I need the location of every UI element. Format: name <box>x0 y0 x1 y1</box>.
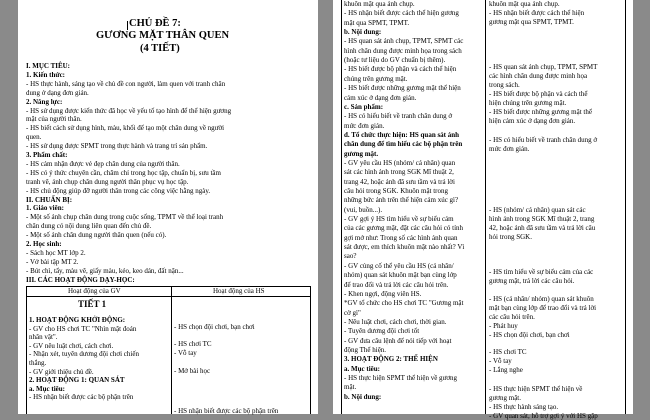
right-gv-line: - GV củng cố thể yêu cầu HS (cá nhân/ <box>344 261 454 270</box>
right-gv-line: mặt. <box>344 383 357 392</box>
left-hs-line: - Vỗ tay <box>174 349 197 357</box>
right-gv-line: chân dung để tìm hiểu các bộ phận trên <box>344 140 463 149</box>
left-hs-line: - HS nhận biết được các bộ phận trên <box>174 407 279 415</box>
right-gv-line: để trao đổi và trả lời các câu hỏi trên. <box>344 280 449 289</box>
table-column-divider <box>171 286 172 414</box>
table-border-right <box>310 286 311 414</box>
right-gv-line: gợi mở như: Trong số các hình ảnh quan <box>344 233 458 242</box>
left-lines-line: chân dung có nội dung liên quan đến chủ đề. <box>26 222 152 231</box>
left-gv-line: a. Mục tiêu: <box>29 384 65 393</box>
right-hs-line: - HS (nhóm/ cá nhân) quan sát các <box>489 206 586 214</box>
right-hs-line: - HS biết được bộ phận và cách thể <box>489 90 588 98</box>
right-gv-line: c. Sản phẩm: <box>344 102 384 111</box>
table-border-right <box>625 0 626 414</box>
right-hs-line: gương mặt, trả lời các câu hỏi. <box>489 277 575 285</box>
left-hs-line: - HS chọn đội chơi, bạn chơi <box>174 323 255 331</box>
right-gv-line: - HS thực hiện SPMT thể hiện về gương <box>344 374 458 382</box>
left-hs-line: - Mở bài học <box>174 367 211 375</box>
right-hs-line: - HS nhận biết được cách thể hiện <box>489 9 585 17</box>
left-lines-line: II. CHUẨN BỊ: <box>26 195 73 204</box>
right-hs-line: - HS có hiểu biết về tranh chân dung ở <box>489 136 598 144</box>
left-lines-line: - Một số ảnh chụp chân dung trong cuộc sống, TPMT về thể loại tranh <box>26 213 224 222</box>
left-lines-line: - HS thực hành, sáng tạo về chủ đề con người, làm quen với tranh chân <box>26 79 226 88</box>
left-lines-line: dung ở dạng đơn giản. <box>26 88 89 97</box>
left-hs-line: - HS chơi TC <box>174 340 212 348</box>
right-hs-line: - Lắng nghe <box>489 366 523 374</box>
right-gv-line: 3. HOẠT ĐỘNG 2: THỂ HIỆN <box>344 355 438 364</box>
left-lines-line: 1. Giáo viên: <box>26 204 64 213</box>
right-gv-line: - HS nhận biết được cách thể hiện gương <box>344 9 459 18</box>
left-lines-line: quen. <box>26 133 42 142</box>
right-gv-line: (vui, buồn...). <box>344 205 383 214</box>
right-hs-line: hiện cảm xúc ở dạng đơn giản. <box>489 117 576 125</box>
left-gv-line: - Nhận xét, tuyên dương đội chơi chiến <box>29 350 139 359</box>
right-hs-line: các hình chân dung được minh họa <box>489 72 588 80</box>
right-gv-line: mặt qua SPMT, TPMT. <box>344 18 410 27</box>
right-gv-line: gương mặt. <box>344 149 379 158</box>
right-gv-line: - GV gợi ý HS tìm hiểu về sự biểu cảm <box>344 215 454 224</box>
right-gv-line: động Thể hiện. <box>344 345 387 354</box>
table-header-hs: Hoạt động của HS <box>213 287 265 295</box>
left-lines-line: - Vở bài tập MT 2. <box>26 257 79 266</box>
right-hs-line: - HS thực hiện SPMT thể hiện về <box>489 385 583 393</box>
left-lines-line: 2. Học sinh: <box>26 240 62 248</box>
right-gv-line: b. Nội dung: <box>344 28 382 37</box>
left-lines-line: 1. Kiến thức: <box>26 70 66 79</box>
table-column-divider <box>485 0 486 414</box>
right-hs-line: hỏi trong SGK. <box>489 233 532 241</box>
right-gv-line: b. Nội dung: <box>344 392 382 401</box>
left-gv-line: - HS nhận biết được các bộ phận trên <box>29 393 134 402</box>
right-gv-line: - Tuyên dương đội chơi tốt <box>344 327 420 336</box>
right-gv-line: - HS quan sát ảnh chụp, TPMT, SPMT các <box>344 37 464 46</box>
right-gv-line: của các gương mặt, đặt các câu hỏi có tính <box>344 224 464 233</box>
left-lines-line: - Một số ảnh chân dung người thân quen (nếu có). <box>26 231 167 240</box>
right-hs-line: - HS quan sát ảnh chụp, TPMT, SPMT <box>489 63 598 71</box>
right-gv-line: trang 42, hoặc ảnh đã sưu tầm và trả lời <box>344 177 455 186</box>
right-gv-line: khuôn mặt qua ảnh chụp. <box>344 0 415 8</box>
left-lines-line: I. MỤC TIÊU: <box>26 62 71 70</box>
left-lines-line: 3. Phẩm chất: <box>26 151 68 159</box>
left-lines-line: 2. Năng lực: <box>26 97 63 106</box>
right-hs-line: - GV quan sát, hỗ trợ gợi ý với HS gặp <box>489 412 598 420</box>
left-gv-line: - GV giới thiệu chủ đề. <box>29 367 94 376</box>
right-hs-line: - HS biết được những gương mặt thể <box>489 108 592 116</box>
right-hs-line: hiện chúng trên gương mặt. <box>489 99 567 107</box>
left-lines-line: - HS chủ động giúp đỡ người thân trong các công việc hằng ngày. <box>26 186 211 195</box>
right-gv-line: chúng trên gương mặt. <box>344 74 408 83</box>
right-hs-line: hình ảnh trong SGK Mĩ thuật 2, trang <box>489 215 595 223</box>
left-lines-line: tranh vẽ, ảnh chụp chân dung người thân phục vụ học tập. <box>26 177 189 186</box>
left-gv-line: - GV cho HS chơi TC "Nhìn mặt đoán <box>29 324 137 333</box>
right-gv-line: (hoặc tư liệu do GV chuẩn bị thêm). <box>344 56 446 65</box>
right-hs-line: mức đơn giản. <box>489 145 530 153</box>
right-hs-line: - HS thực hành sáng tạo. <box>489 403 559 411</box>
right-gv-line: những bức ảnh trên thể hiện cảm xúc gì? <box>344 196 459 205</box>
tiet-label: TIẾT 1 <box>78 299 107 309</box>
right-gv-line: a. Mục tiêu: <box>344 364 380 373</box>
left-gv-line: nhân vật". <box>29 333 58 342</box>
right-gv-line: - Khen ngợi, động viên HS. <box>344 289 422 298</box>
right-gv-line: - HS có hiểu biết về tranh chân dung ở <box>344 112 453 121</box>
right-gv-line: nhóm) quan sát khuôn mặt bạn cùng lớp <box>344 271 457 280</box>
table-border-left <box>341 0 342 414</box>
left-lines-line: - HS có ý thức chuyên cần, chăm chỉ trong học tập, chuẩn bị, sưu tầm <box>26 168 221 177</box>
right-gv-line: cờ gì" <box>344 308 361 317</box>
left-lines-line: - HS biết cách sử dụng hình, màu, khối để tạo một chân dung về người <box>26 124 225 133</box>
text-cursor <box>127 21 128 30</box>
right-hs-line: mặt bạn cùng lớp để trao đổi và trả lời <box>489 304 597 312</box>
topic-subtitle: GƯƠNG MẶT THÂN QUEN <box>96 30 230 41</box>
topic-duration: (4 TIẾT) <box>140 43 180 54</box>
left-gv-line: thắng. <box>29 359 47 367</box>
right-gv-line: hình chân dung được minh họa trong sách <box>344 46 462 55</box>
left-lines-line: - HS sử dụng được kiến thức đã học về yếu tố tạo hình để thể hiện gương <box>26 106 232 115</box>
table-header-border <box>26 296 310 297</box>
right-gv-line: - HS biết được những gương mặt thể hiện <box>344 84 461 93</box>
right-hs-line: - HS (cá nhân/ nhóm) quan sát khuôn <box>489 295 594 303</box>
page-gap <box>318 0 333 414</box>
table-header-gv: Hoạt động của GV <box>68 287 121 295</box>
left-lines-line: mặt của người thân. <box>26 115 82 124</box>
right-hs-line: trong sách. <box>489 81 520 89</box>
right-gv-line: câu hỏi trong SGK. Khuôn mặt trong <box>344 187 449 195</box>
right-gv-line: - GV yêu cầu HS (nhóm/ cá nhân) quan <box>344 158 456 167</box>
left-lines-line: - Bút chì, tẩy, màu vẽ, giấy màu, kéo, keo dán, đất nặn... <box>26 266 184 275</box>
right-hs-line: gương mặt. <box>489 394 521 402</box>
right-gv-line: mức đơn giản. <box>344 121 385 130</box>
topic-title: CHỦ ĐỀ 7: <box>129 18 181 29</box>
right-gv-line: *GV tổ chức cho HS chơi TC "Gương mặt <box>344 299 464 308</box>
right-gv-line: d. Tổ chức thực hiện: HS quan sát ảnh <box>344 130 460 139</box>
right-gv-line: - HS biết được bộ phận và cách thể hiện <box>344 65 457 74</box>
right-gv-line: - Nêu luật chơi, cách chơi, thời gian. <box>344 317 447 326</box>
left-lines-line: - Sách học MT lớp 2. <box>26 248 86 257</box>
right-gv-line: - GV đưa câu lệnh để nói tiếp với hoạt <box>344 336 452 345</box>
left-gv-line: 2. HOẠT ĐỘNG 1: QUAN SÁT <box>29 376 125 385</box>
left-gv-line: 1. HOẠT ĐỘNG KHỞI ĐỘNG: <box>29 316 126 324</box>
right-hs-line: 42, hoặc ảnh đã sưu tầm và trả lời câu <box>489 224 596 232</box>
right-hs-line: - Phát huy <box>489 322 518 330</box>
right-hs-line: - HS chọn đội chơi, bạn chơi <box>489 331 570 339</box>
right-hs-line: - Vỗ tay <box>489 357 512 365</box>
left-lines-line: - HS sử dụng được SPMT trong thực hành và trang trí sản phẩm. <box>26 142 208 151</box>
right-hs-line: khuôn mặt qua ảnh chụp. <box>489 0 560 8</box>
left-lines-line: - HS cảm nhận được vẻ đẹp chân dung của người thân. <box>26 159 180 168</box>
table-border-left <box>26 286 27 414</box>
right-hs-line: gương mặt qua SPMT, TPMT. <box>489 18 574 26</box>
right-gv-line: sát được, em thích khuôn mặt nào nhất? Vì <box>344 243 465 252</box>
right-gv-line: cảm xúc ở dạng đơn giản. <box>344 93 417 102</box>
right-gv-line: sao? <box>344 252 357 261</box>
right-hs-line: các câu hỏi trên. <box>489 313 535 321</box>
right-hs-line: - HS tìm hiểu về sự biểu cảm của các <box>489 268 594 276</box>
left-lines-line: III. CÁC HOẠT ĐỘNG DẠY-HỌC: <box>26 275 135 284</box>
right-gv-line: sát các hình ảnh trong SGK Mĩ thuật 2, <box>344 168 454 177</box>
left-gv-line: - GV nêu luật chơi, cách chơi. <box>29 341 114 350</box>
document-page-left[interactable] <box>18 0 318 414</box>
right-hs-line: - HS chơi TC <box>489 348 527 356</box>
document-page-right[interactable] <box>333 0 633 420</box>
